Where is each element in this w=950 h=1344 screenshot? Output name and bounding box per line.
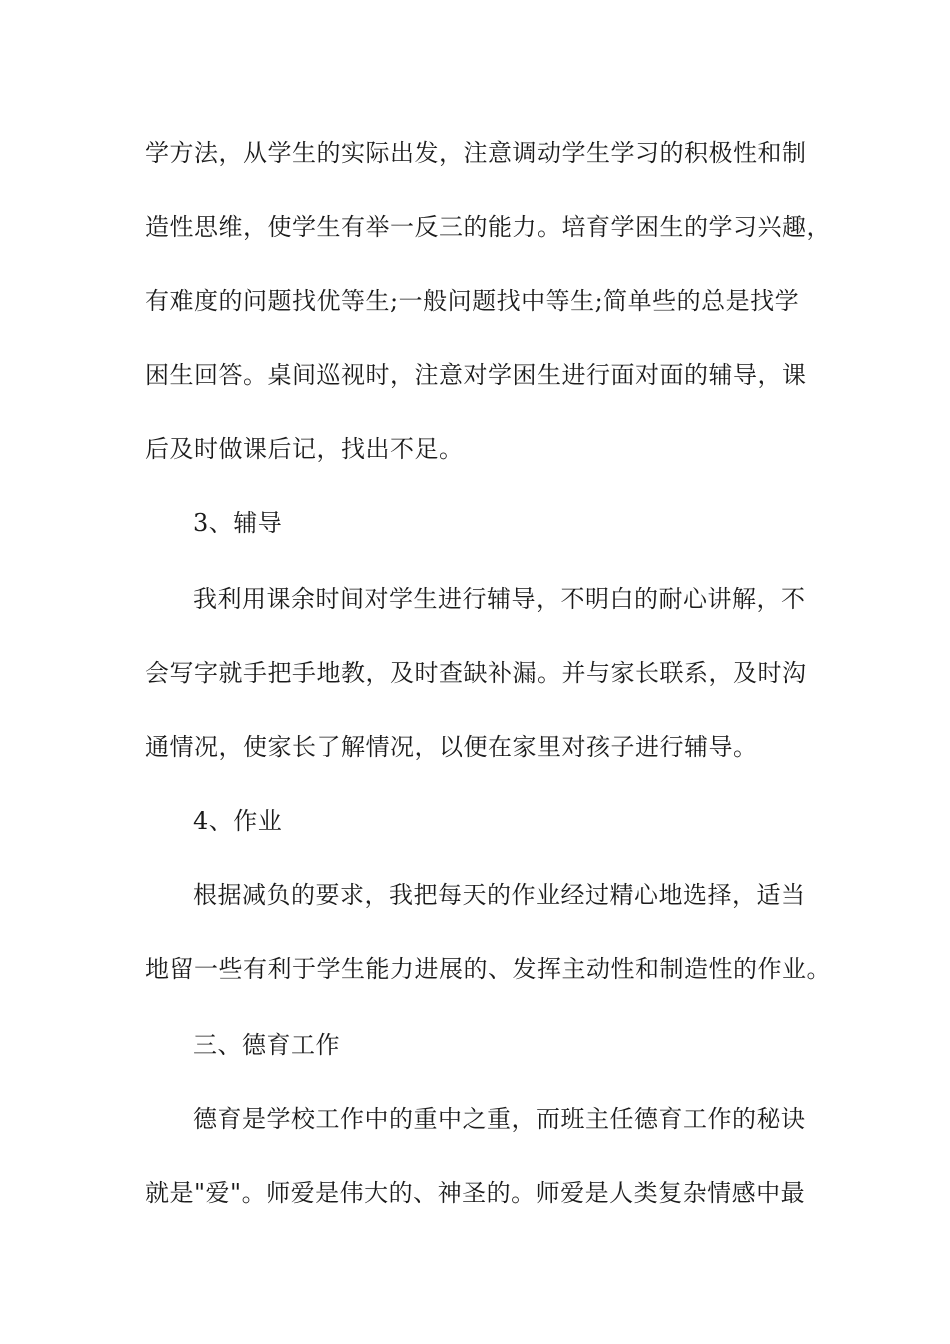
body-text-line: 德育是学校工作中的重中之重，而班主任德育工作的秘诀 [193, 1105, 806, 1133]
section-heading: 3、辅导 [193, 509, 283, 537]
body-text-line: 有难度的问题找优等生;一般问题找中等生;简单些的总是找学 [145, 287, 800, 315]
body-text-line: 造性思维，使学生有举一反三的能力。培育学困生的学习兴趣， [145, 213, 831, 241]
body-text-line: 会写字就手把手地教，及时查缺补漏。并与家长联系，及时沟 [145, 659, 807, 687]
body-text-line: 就是"爱"。师爱是伟大的、神圣的。师爱是人类复杂情感中最 [145, 1179, 806, 1207]
section-heading: 4、作业 [193, 807, 283, 835]
body-text-line: 我利用课余时间对学生进行辅导，不明白的耐心讲解，不 [193, 585, 806, 613]
body-text-line: 学方法，从学生的实际出发，注意调动学生学习的积极性和制 [145, 139, 807, 167]
body-text-line: 地留一些有利于学生能力进展的、发挥主动性和制造性的作业。 [145, 955, 831, 983]
body-text-line: 通情况，使家长了解情况，以便在家里对孩子进行辅导。 [145, 733, 758, 761]
body-text-line: 根据减负的要求，我把每天的作业经过精心地选择，适当 [193, 881, 806, 909]
section-heading: 三、德育工作 [193, 1031, 340, 1059]
body-text-line: 后及时做课后记，找出不足。 [145, 435, 464, 463]
body-text-line: 困生回答。桌间巡视时，注意对学困生进行面对面的辅导，课 [145, 361, 807, 389]
